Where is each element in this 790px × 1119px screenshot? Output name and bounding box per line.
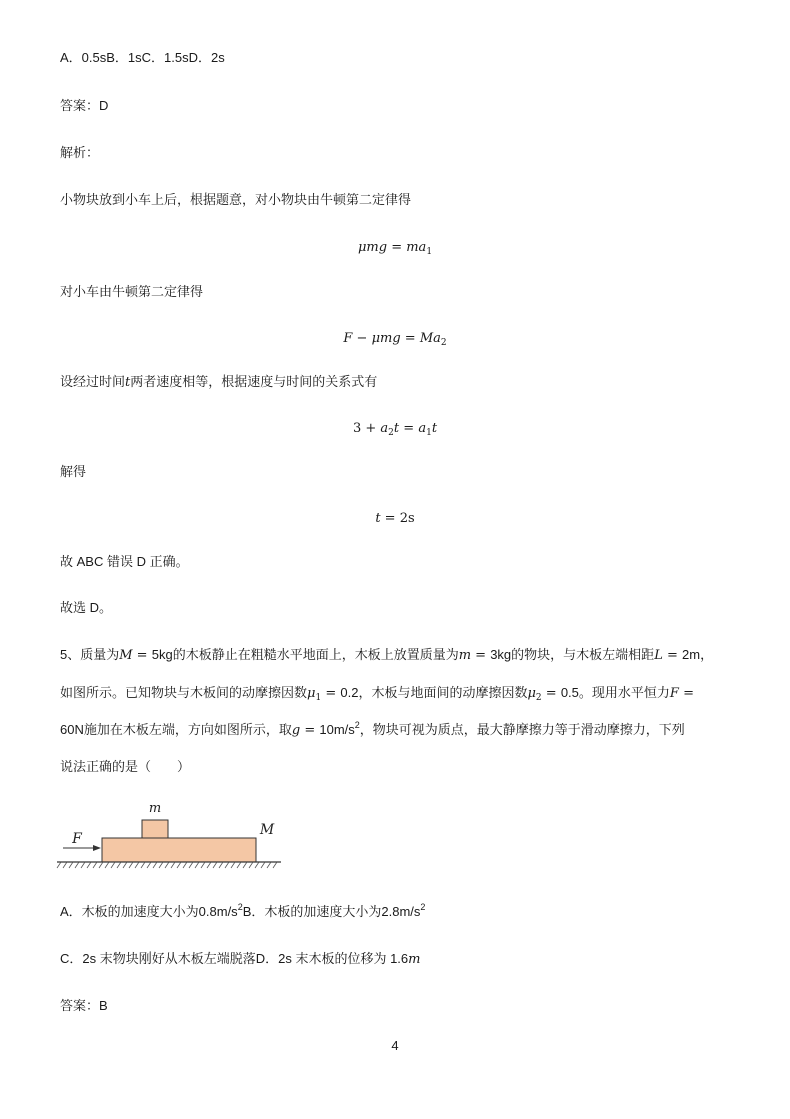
label-m: m bbox=[148, 801, 162, 816]
ground-hatch bbox=[57, 862, 277, 868]
analysis-sentence-4: 解得 bbox=[60, 464, 87, 479]
force-arrowhead bbox=[93, 845, 101, 851]
question-5-line-4: 说法正确的是（ ） bbox=[60, 759, 191, 774]
option-c-d bbox=[60, 949, 420, 970]
analysis-sentence-1: 小物块放到小车上后，根据题意，对小物块由牛顿第二定律得 bbox=[60, 192, 412, 207]
option-b: B．木板的加速度大小为$2.8m/s^2$ bbox=[242, 902, 426, 919]
option-d: D．2s 末木板的位移为 1.6m bbox=[255, 951, 421, 967]
equation-3: $3 + a_2t = a_1t$ bbox=[352, 421, 438, 438]
block-on-board-figure bbox=[55, 796, 295, 876]
page-number: 4 bbox=[391, 1038, 399, 1053]
analysis-sentence-6: 故选 D。 bbox=[60, 600, 113, 615]
analysis-sentence-2: 对小车由牛顿第二定律得 bbox=[60, 284, 204, 299]
equation-4: t = 2s bbox=[375, 511, 415, 526]
question-5-line-3: 60N施加在木板左端，方向如图所示，取$g = 10m/s^2$，物块可视为质点，最大静摩擦力等于滑动摩擦力，下列 bbox=[60, 720, 685, 738]
board bbox=[102, 838, 256, 862]
equation-1: $\mu mg = ma_1$ bbox=[357, 240, 433, 257]
question-5-line-1: 5、质量为M = 5kg的木板静止在粗糙水平地面上，木板上放置质量为m = 3kg的物块，与木板左端相距L = 2m， bbox=[60, 647, 714, 663]
label-F: F bbox=[72, 831, 82, 847]
question-5-answer: 答案：B bbox=[60, 998, 108, 1013]
analysis-label: 解析： bbox=[60, 145, 100, 160]
label-M: M bbox=[259, 822, 275, 838]
option-c: C．2s 末物块刚好从木板左端脱落 bbox=[60, 951, 256, 966]
option-a-b bbox=[60, 902, 425, 922]
analysis-sentence-3: 设经过时间t两者速度相等，根据速度与时间的关系式有 bbox=[60, 374, 378, 390]
equation-2: $F - \mu mg = Ma_2$ bbox=[343, 331, 447, 348]
prev-options: A．0.5sB．1sC．1.5sD．2s bbox=[60, 50, 225, 65]
small-block bbox=[142, 820, 168, 838]
analysis-sentence-5: 故 ABC 错误 D 正确。 bbox=[60, 554, 189, 569]
question-5-line-2: 如图所示。已知物块与木板间的动摩擦因数$\mu_1 = 0.2$，木板与地面间的动摩擦因数$\mu_2 = 0.5$。现用水平恒力F = bbox=[60, 685, 694, 703]
option-a: A．木板的加速度大小为$0.8m/s^2$ bbox=[60, 902, 243, 919]
prev-answer: 答案：D bbox=[60, 98, 109, 113]
